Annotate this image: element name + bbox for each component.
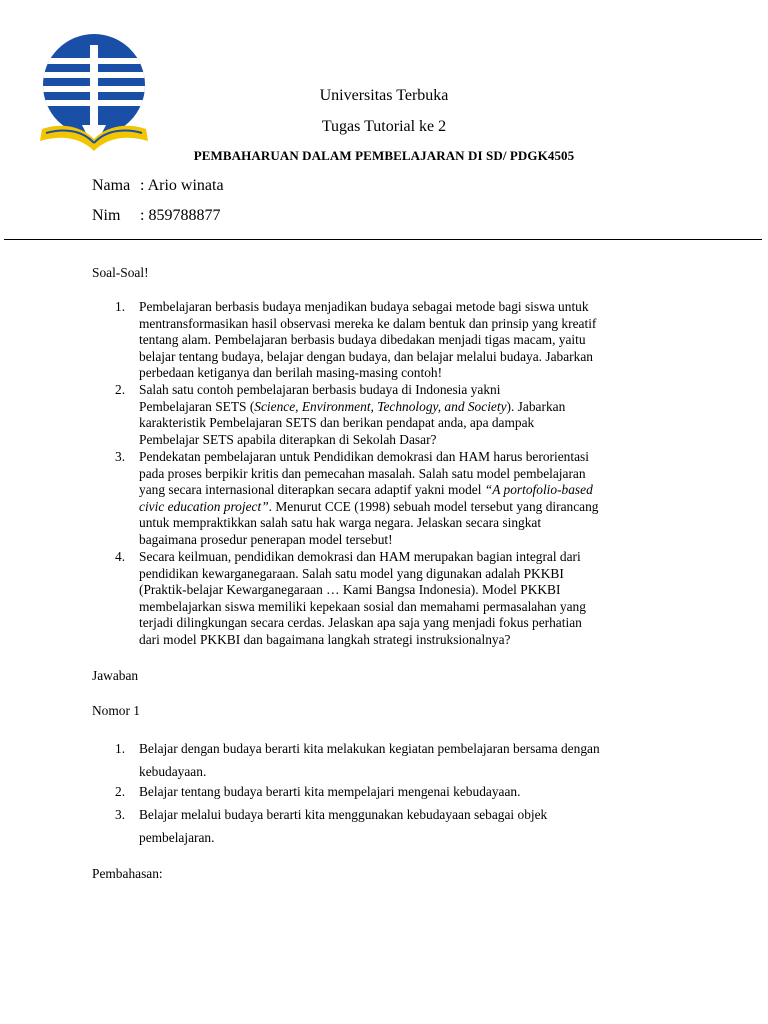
soal-line: membelajarkan siswa memiliki kepekaan sosial dan memahami permasalahan yang xyxy=(139,598,586,614)
soal-line: Pembelajaran berbasis budaya menjadikan budaya sebagai metode bagi siswa untuk xyxy=(139,299,589,314)
soal-line xyxy=(139,482,685,499)
soal-line: pada proses berpikir kritis dan pemecahan masalah. Salah satu model pembelajaran xyxy=(139,465,586,481)
soal-line: tentang alam. Pembelajaran berbasis budaya dibedakan menjadi tigas macam, yaitu xyxy=(139,332,586,348)
nama-label: Nama xyxy=(92,177,131,194)
italic-run: “A portofolio-based xyxy=(484,482,593,498)
soal-item-2 xyxy=(115,382,685,448)
soal-line: belajar tentang budaya, belajar dengan budaya, dan belajar melalui budaya. Jabarkan xyxy=(139,348,593,364)
soal-line: terjadi dilingkungan secara cerdas. Jelaskan apa saja yang menjadi fokus perhatian xyxy=(139,615,582,631)
soal-line: untuk mempraktikkan salah satu hak warga negara. Jelaskan secara singkat xyxy=(139,515,542,531)
soal-line xyxy=(139,499,685,516)
soal-line: dari model PKKBI dan bagaimana langkah strategi instruksionalnya? xyxy=(139,631,511,647)
soal-line: Secara keilmuan, pendidikan demokrasi dan HAM merupakan bagian integral dari xyxy=(139,549,581,564)
text-run: . Menurut CCE (1998) sebuah model tersebut yang dirancang xyxy=(268,498,599,514)
nomor-heading: Nomor 1 xyxy=(92,703,140,718)
jawaban-line: pembelajaran. xyxy=(139,830,215,845)
soal-heading: Soal-Soal! xyxy=(92,265,149,280)
italic-run: Science, Environment, Technology, and Society xyxy=(254,398,507,414)
soal-line: Pendekatan pembelajaran untuk Pendidikan demokrasi dan HAM harus berorientasi xyxy=(139,449,589,464)
tutorial-title: Tugas Tutorial ke 2 xyxy=(321,118,447,135)
nama-row xyxy=(92,177,224,195)
jawaban-line: Belajar tentang budaya berarti kita mempelajari mengenai kebudayaan. xyxy=(139,784,521,799)
text-run: yang secara internasional diterapkan secara adaptif yakni model xyxy=(139,482,485,498)
jawaban-item-3 xyxy=(115,803,685,849)
jawaban-item-2 xyxy=(115,780,685,803)
jawaban-item-number: 2. xyxy=(115,784,126,799)
nim-label: Nim xyxy=(92,207,121,224)
course-title: PEMBAHARUAN DALAM PEMBELAJARAN DI SD/ PDGK4505 xyxy=(193,148,575,163)
university-name: Universitas Terbuka xyxy=(319,87,449,104)
soal-item-number: 1. xyxy=(115,299,126,314)
jawaban-item-number: 3. xyxy=(115,807,126,822)
jawaban-line: Belajar melalui budaya berarti kita menggunakan kebudayaan sebagai objek xyxy=(139,807,548,822)
soal-item-4 xyxy=(115,549,685,649)
nim-row xyxy=(92,207,220,225)
soal-item-1 xyxy=(115,299,685,382)
soal-item-3 xyxy=(115,449,685,549)
pembahasan-heading: Pembahasan: xyxy=(92,866,163,881)
jawaban-line: Belajar dengan budaya berarti kita melakukan kegiatan pembelajaran bersama dengan xyxy=(139,741,600,756)
soal-line: perbedaan ketiganya dan berilah masing-masing contoh! xyxy=(139,365,443,381)
soal-line: pendidikan kewarganegaraan. Salah satu model yang digunakan adalah PKKBI xyxy=(139,565,564,581)
soal-item-number: 3. xyxy=(115,449,126,464)
jawaban-heading: Jawaban xyxy=(92,668,139,683)
text-run: ). Jabarkan xyxy=(506,398,566,414)
soal-item-number: 2. xyxy=(115,382,126,397)
nama-value: : Ario winata xyxy=(140,177,224,194)
soal-line: Salah satu contoh pembelajaran berbasis budaya di Indonesia yakni xyxy=(139,382,501,397)
jawaban-line: kebudayaan. xyxy=(139,764,207,779)
soal-line: karakteristik Pembelajaran SETS dan berikan pendapat anda, apa dampak xyxy=(139,415,535,431)
soal-line: (Praktik-belajar Kewarganegaraan … Kami Bangsa Indonesia). Model PKKBI xyxy=(139,582,561,598)
text-run: Pembelajaran SETS ( xyxy=(139,398,255,414)
header-divider xyxy=(4,239,762,240)
jawaban-item-1 xyxy=(115,737,685,783)
soal-line: bagaimana prosedur penerapan model tersebut! xyxy=(139,531,393,547)
soal-line: Pembelajar SETS apabila diterapkan di Sekolah Dasar? xyxy=(139,431,437,447)
soal-item-number: 4. xyxy=(115,549,126,564)
soal-line xyxy=(139,399,685,416)
nim-value: : 859788877 xyxy=(140,207,221,224)
italic-run: civic education project” xyxy=(139,498,269,514)
soal-line: mentransformasikan hasil observasi mereka ke dalam bentuk dan prinsip yang kreatif xyxy=(139,315,597,331)
jawaban-item-number: 1. xyxy=(115,741,126,756)
